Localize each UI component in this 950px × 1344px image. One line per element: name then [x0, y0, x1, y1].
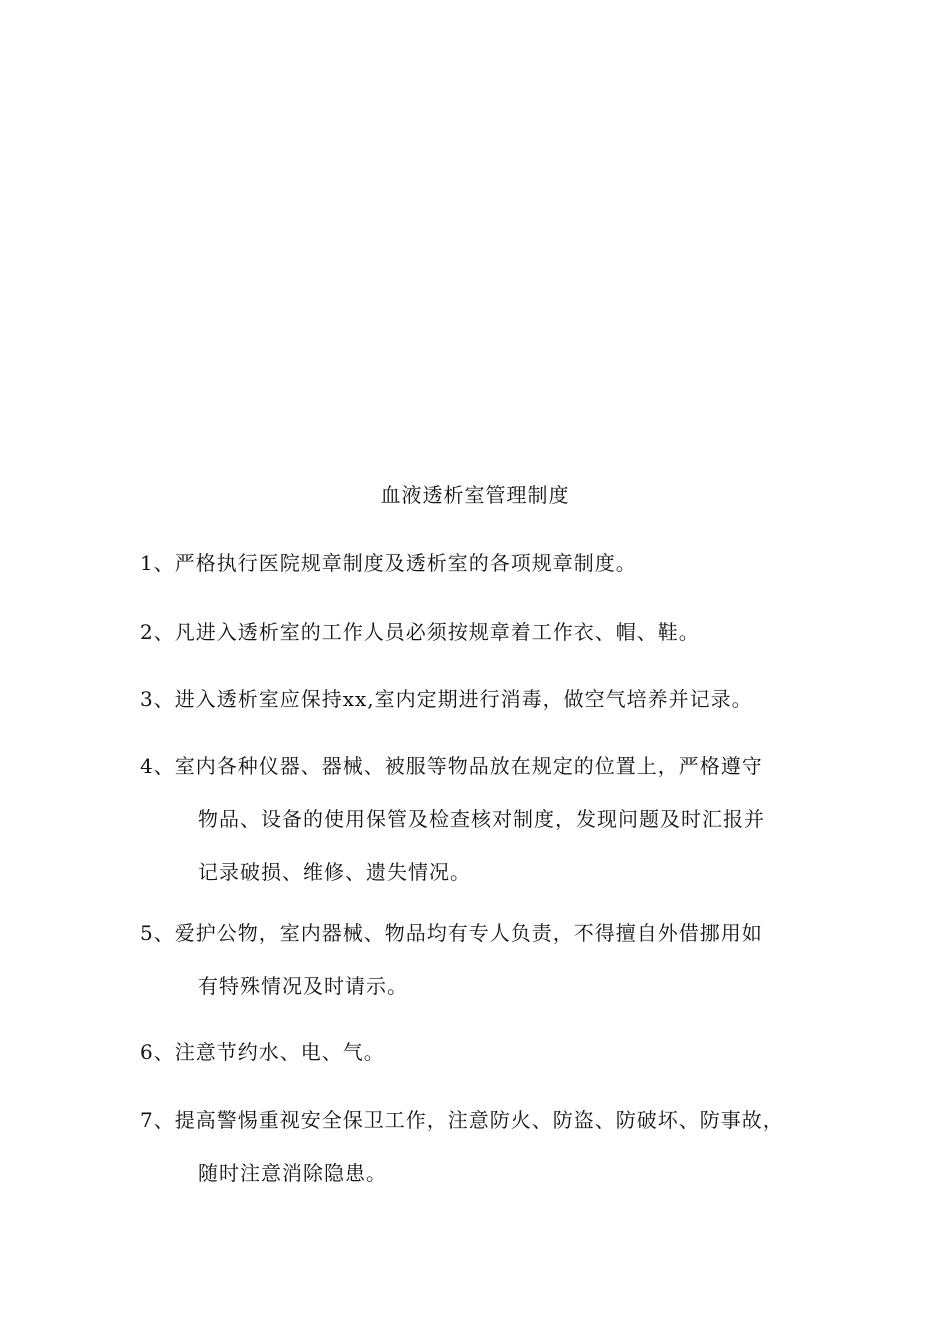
rule-item-1: [140, 548, 820, 578]
rule-item-2: [140, 617, 820, 647]
rule-line: 4、室内各种仪器、器械、被服等物品放在规定的位置上，严格遵守: [140, 754, 763, 778]
rule-line: 2、凡进入透析室的工作人员必须按规章着工作衣、帽、鞋。: [140, 620, 700, 644]
rule-line-continued: 随时注意消除隐患。: [198, 1161, 387, 1185]
rule-line: 5、爱护公物，室内器械、物品均有专人负责，不得擅自外借挪用如: [140, 921, 763, 945]
rule-line: 7、提高警惕重视安全保卫工作，注意防火、防盗、防破坏、防事故，: [140, 1108, 784, 1132]
rule-item-5: [140, 918, 820, 1001]
rule-line: 3、进入透析室应保持xx,室内定期进行消毒，做空气培养并记录。: [140, 687, 753, 711]
rule-line: 6、注意节约水、电、气。: [140, 1040, 385, 1064]
rule-line-continued: 有特殊情况及时请示。: [198, 974, 408, 998]
rule-line-continued: 记录破损、维修、遗失情况。: [198, 860, 471, 884]
rule-line-continued: 物品、设备的使用保管及检查核对制度，发现问题及时汇报并: [198, 807, 765, 831]
document-title: 血液透析室管理制度: [380, 483, 570, 507]
rule-item-7: [140, 1105, 820, 1188]
rule-item-3: [140, 684, 820, 714]
rule-item-4: [140, 751, 820, 887]
rule-item-6: [140, 1037, 820, 1067]
rule-line: 1、严格执行医院规章制度及透析室的各项规章制度。: [140, 551, 637, 575]
